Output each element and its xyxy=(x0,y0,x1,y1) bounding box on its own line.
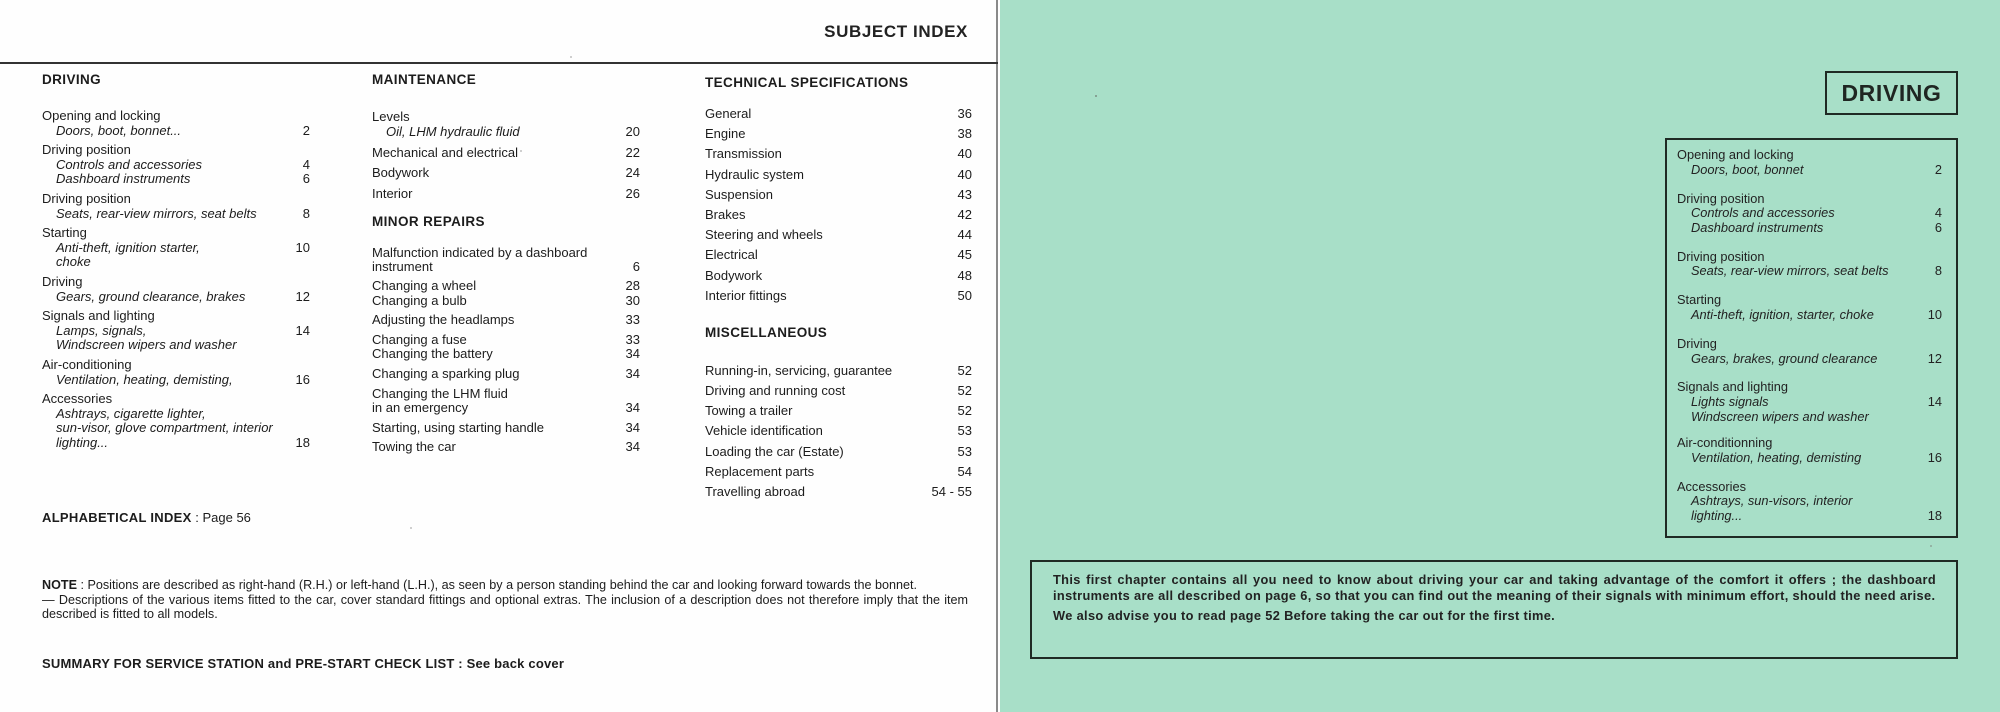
entry-subtitle: Dashboard instruments xyxy=(56,171,191,187)
entry-page: 34 xyxy=(625,400,640,416)
summary-reference: SUMMARY FOR SERVICE STATION and PRE-START CHECK LIST : See back cover xyxy=(42,656,565,671)
chapter-title: DRIVING xyxy=(1841,79,1942,106)
index-entry[interactable] xyxy=(372,279,640,308)
index-entry[interactable] xyxy=(705,363,972,383)
technical-specifications-section xyxy=(705,72,972,504)
entry-subtitle: Lamps, signals, xyxy=(56,322,147,338)
entry-subtitle: Seats, rear-view mirrors, seat belts xyxy=(56,205,257,221)
entry-page: 8 xyxy=(302,205,310,221)
entry-page: 14 xyxy=(295,322,310,338)
chapter-advice-text: We also advise you to read page 52 Before taking the car out for the first time. xyxy=(1053,607,1556,623)
entry-page: 26 xyxy=(625,185,640,201)
entry-title: Changing a sparking plug xyxy=(372,365,520,381)
entry-page: 6 xyxy=(1934,219,1942,235)
index-entry[interactable] xyxy=(705,227,972,247)
section-heading: TECHNICAL SPECIFICATIONS xyxy=(705,75,909,90)
entry-title: Air-conditionning xyxy=(1677,435,1773,451)
index-entry[interactable] xyxy=(705,403,972,423)
index-entry[interactable] xyxy=(705,423,972,443)
entry-title: Driving position xyxy=(42,142,131,158)
entry-title: Interior fittings xyxy=(705,287,787,303)
entry-page: 6 xyxy=(632,259,640,275)
entry-page: 2 xyxy=(1934,161,1942,177)
entry-page: 12 xyxy=(1927,350,1942,366)
entry-subtitle: Windscreen wipers and washer xyxy=(56,337,237,353)
entry-page: 4 xyxy=(1934,205,1942,221)
index-entry[interactable] xyxy=(705,187,972,207)
entry-page: 22 xyxy=(625,145,640,161)
entry-page: 53 xyxy=(957,443,972,459)
entry-title: Driving xyxy=(42,273,83,289)
index-entry[interactable] xyxy=(705,207,972,227)
index-entry[interactable] xyxy=(372,145,640,165)
index-entry[interactable] xyxy=(705,106,972,126)
entry-subtitle: Controls and accessories xyxy=(56,156,202,172)
entry-title: Electrical xyxy=(705,247,758,263)
entry-title: Opening and locking xyxy=(1677,147,1794,162)
index-entry[interactable] xyxy=(705,146,972,166)
entry-subtitle: Lights signals xyxy=(1691,394,1769,410)
chapter-entry[interactable] xyxy=(1677,380,1942,424)
entry-title: Adjusting the headlamps xyxy=(372,312,515,328)
entry-title: Opening and locking xyxy=(42,108,161,123)
entry-page: 52 xyxy=(957,403,972,419)
entry-title: Towing a trailer xyxy=(705,403,793,419)
entry-page: 34 xyxy=(625,365,640,381)
alphabetical-index-reference[interactable] xyxy=(42,510,251,525)
entry-page: 8 xyxy=(1934,263,1942,279)
entry-page: 44 xyxy=(957,227,972,243)
index-entry[interactable] xyxy=(42,143,310,187)
entry-title: General xyxy=(705,106,752,121)
paper-speck xyxy=(410,527,412,529)
entry-title: Levels xyxy=(372,109,410,124)
entry-title: Changing a fuse xyxy=(372,331,467,347)
alphabetical-index-page: Page 56 xyxy=(202,510,251,525)
index-entry[interactable] xyxy=(42,275,310,304)
entry-title: Starting xyxy=(42,225,87,241)
index-entry[interactable] xyxy=(372,367,640,382)
index-entry[interactable] xyxy=(372,421,640,436)
index-entry[interactable] xyxy=(42,392,310,450)
entry-page: 28 xyxy=(625,277,640,293)
entry-title: Driving and running cost xyxy=(705,383,846,399)
entry-page: 16 xyxy=(295,371,310,387)
index-entry[interactable] xyxy=(372,110,640,139)
header-divider xyxy=(0,62,998,64)
entry-page: 34 xyxy=(625,346,640,362)
entry-page: 34 xyxy=(625,439,640,455)
entry-page: 18 xyxy=(1927,508,1942,524)
entry-title: Towing the car xyxy=(372,439,456,455)
entry-title: Changing the LHM fluid xyxy=(372,385,508,401)
index-entry[interactable] xyxy=(705,288,972,308)
entry-page: 54 - 55 xyxy=(931,484,972,499)
entry-subtitle: Doors, boot, bonnet... xyxy=(56,122,182,138)
index-entry[interactable] xyxy=(42,358,310,387)
entry-page: 40 xyxy=(957,146,972,162)
entry-page: 53 xyxy=(957,423,972,439)
note-text: Positions are described as right-hand (R.H.) or left-hand (L.H.), as seen by a person standing behind the car and looking forward towards the bonnet. xyxy=(87,578,918,592)
section-heading: DRIVING xyxy=(42,72,102,87)
entry-title: Driving xyxy=(1677,335,1717,351)
entry-subtitle: Seats, rear-view mirrors, seat belts xyxy=(1691,263,1889,279)
entry-page: 54 xyxy=(957,463,972,479)
index-entry[interactable] xyxy=(372,440,640,455)
paper-speck xyxy=(570,56,572,58)
paper-speck xyxy=(520,150,522,152)
driving-section xyxy=(42,72,310,455)
entry-title: Mechanical and electrical xyxy=(372,145,518,161)
entry-subtitle: Anti-theft, ignition starter, xyxy=(56,239,200,255)
entry-page: 36 xyxy=(957,106,972,121)
index-entry[interactable] xyxy=(705,484,972,504)
paper-speck xyxy=(1095,95,1097,97)
subject-index-page xyxy=(0,0,998,712)
entry-page: 2 xyxy=(302,122,310,138)
index-entry[interactable] xyxy=(42,109,310,138)
entry-subtitle: Ventilation, heating, demisting, xyxy=(56,371,233,387)
entry-page: 52 xyxy=(957,383,972,399)
note-block xyxy=(42,578,968,622)
page-title: SUBJECT INDEX xyxy=(824,22,968,41)
index-entry[interactable] xyxy=(372,186,640,206)
entry-title: Air-conditioning xyxy=(42,356,132,372)
entry-title: Running-in, servicing, guarantee xyxy=(705,362,893,378)
entry-subtitle: Anti-theft, ignition, starter, choke xyxy=(1691,306,1874,322)
chapter-entry[interactable] xyxy=(1677,337,1942,366)
entry-page: 52 xyxy=(957,362,972,378)
chapter-entry[interactable] xyxy=(1677,148,1942,177)
entry-page: 16 xyxy=(1927,449,1942,465)
entry-title: Driving position xyxy=(1677,248,1765,264)
entry-subtitle: Ashtrays, sun-visors, interior xyxy=(1691,493,1853,509)
index-entry[interactable] xyxy=(372,165,640,185)
entry-page: 50 xyxy=(957,287,972,303)
entry-title: Driving position xyxy=(42,190,131,206)
index-entry[interactable] xyxy=(705,268,972,288)
entry-title: Accessories xyxy=(42,391,113,407)
entry-page: 6 xyxy=(302,171,310,187)
index-entry[interactable] xyxy=(705,167,972,187)
entry-page: 4 xyxy=(302,156,310,172)
index-entry[interactable] xyxy=(372,313,640,328)
entry-page: 45 xyxy=(957,247,972,263)
entry-title: Signals and lighting xyxy=(42,308,155,324)
index-entry[interactable] xyxy=(42,309,310,353)
entry-page: 48 xyxy=(957,267,972,283)
entry-title: instrument xyxy=(372,259,433,275)
entry-page: 24 xyxy=(625,165,640,181)
entry-title: Transmission xyxy=(705,146,782,162)
entry-title: Loading the car (Estate) xyxy=(705,443,844,459)
section-heading: MAINTENANCE xyxy=(372,72,477,87)
entry-page: 43 xyxy=(957,186,972,202)
entry-page: 14 xyxy=(1927,394,1942,410)
index-entry[interactable] xyxy=(372,387,640,416)
entry-page: 38 xyxy=(957,126,972,142)
entry-title: Engine xyxy=(705,126,746,142)
section-heading: MINOR REPAIRS xyxy=(372,213,485,229)
entry-title: Bodywork xyxy=(372,165,430,181)
separator: : xyxy=(76,578,88,592)
chapter-contents-box xyxy=(1665,138,1958,538)
index-entry[interactable] xyxy=(42,192,310,221)
entry-page: 30 xyxy=(625,292,640,308)
entry-subtitle: lighting... xyxy=(1691,508,1743,524)
chapter-entry[interactable] xyxy=(1677,436,1942,465)
entry-subtitle: Gears, brakes, ground clearance xyxy=(1691,350,1878,366)
entry-page: 20 xyxy=(625,123,640,139)
chapter-entry[interactable] xyxy=(1677,250,1942,279)
index-entry[interactable] xyxy=(705,126,972,146)
entry-page: 42 xyxy=(957,206,972,222)
entry-title: Bodywork xyxy=(705,267,763,283)
index-entry[interactable] xyxy=(705,247,972,267)
chapter-entry[interactable] xyxy=(1677,480,1942,524)
index-entry[interactable] xyxy=(42,226,310,270)
index-entry[interactable] xyxy=(705,383,972,403)
entry-subtitle: choke xyxy=(56,254,91,270)
note-label: NOTE xyxy=(42,578,77,592)
entry-title: Malfunction indicated by a dashboard xyxy=(372,244,588,260)
entry-title: Hydraulic system xyxy=(705,166,804,182)
alphabetical-index-label: ALPHABETICAL INDEX xyxy=(42,510,192,525)
entry-title: Suspension xyxy=(705,186,773,202)
entry-page: 34 xyxy=(625,419,640,435)
entry-page: 10 xyxy=(295,239,310,255)
entry-title: Accessories xyxy=(1677,478,1746,494)
entry-title: Changing the battery xyxy=(372,346,493,362)
index-entry[interactable] xyxy=(705,464,972,484)
entry-title: Travelling abroad xyxy=(705,484,805,499)
entry-title: in an emergency xyxy=(372,400,469,416)
chapter-entry[interactable] xyxy=(1677,192,1942,236)
entry-title: Steering and wheels xyxy=(705,227,823,243)
entry-subtitle: Controls and accessories xyxy=(1691,205,1835,221)
maintenance-section xyxy=(372,72,640,455)
chapter-intro-box xyxy=(1030,560,1958,659)
driving-chapter-page xyxy=(1000,0,2000,712)
section-heading: MISCELLANEOUS xyxy=(705,324,828,340)
entry-page: 10 xyxy=(1927,306,1942,322)
entry-page: 12 xyxy=(295,288,310,304)
entry-subtitle: Windscreen wipers and washer xyxy=(1691,408,1869,424)
entry-page: 33 xyxy=(625,312,640,328)
index-entry[interactable] xyxy=(372,246,640,275)
entry-title: Interior xyxy=(372,185,413,201)
entry-page: 40 xyxy=(957,166,972,182)
paper-speck xyxy=(1930,545,1932,547)
entry-title: Vehicle identification xyxy=(705,423,823,439)
entry-title: Changing a wheel xyxy=(372,277,477,293)
entry-title: Replacement parts xyxy=(705,463,815,479)
note-text: — Descriptions of the various items fitted to the car, cover standard fittings and optional extras. The inclusion of a description does not therefore imply that the item described is fitted to all models. xyxy=(42,592,968,622)
entry-page: 18 xyxy=(295,434,310,450)
index-entry[interactable] xyxy=(705,444,972,464)
entry-subtitle: Doors, boot, bonnet xyxy=(1691,161,1804,177)
entry-title: Driving position xyxy=(1677,190,1765,206)
entry-title: Brakes xyxy=(705,206,746,222)
chapter-intro-text: This first chapter contains all you need to know about driving your car and taking advantage of the comfort it offers ; the dashboard instruments are all described on page 6, so that you can find out the meaning of their signals with minimum effort, should the need arise. xyxy=(1053,572,1936,604)
entry-title: Starting xyxy=(1677,292,1722,308)
chapter-entry[interactable] xyxy=(1677,293,1942,322)
entry-subtitle: Dashboard instruments xyxy=(1691,219,1824,235)
chapter-title-box xyxy=(1825,71,1958,115)
entry-page: 33 xyxy=(625,331,640,347)
entry-title: Signals and lighting xyxy=(1677,379,1788,395)
entry-subtitle: sun-visor, glove compartment, interior xyxy=(56,420,273,436)
entry-subtitle: lighting... xyxy=(56,434,109,450)
entry-subtitle: Ventilation, heating, demisting xyxy=(1691,449,1862,465)
entry-title: Starting, using starting handle xyxy=(372,419,544,435)
entry-subtitle: Ashtrays, cigarette lighter, xyxy=(56,405,206,421)
entry-subtitle: Gears, ground clearance, brakes xyxy=(56,288,246,304)
separator: : xyxy=(191,510,203,525)
entry-title: Changing a bulb xyxy=(372,292,467,308)
entry-subtitle: Oil, LHM hydraulic fluid xyxy=(386,123,520,139)
index-entry[interactable] xyxy=(372,333,640,362)
